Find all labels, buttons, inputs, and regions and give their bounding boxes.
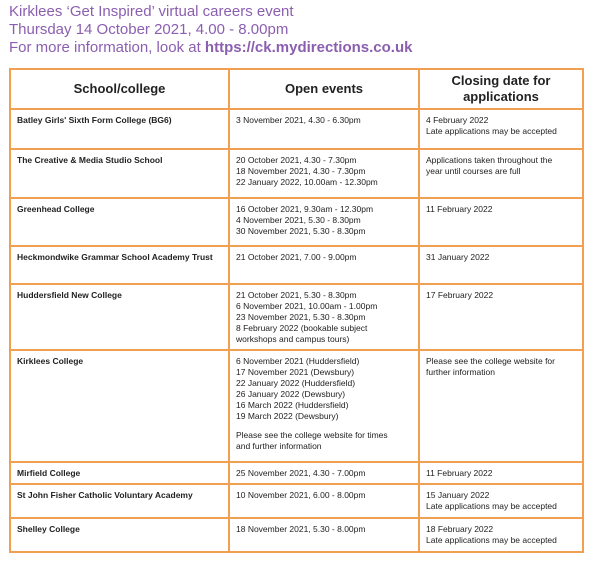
event-line: 6 November 2021, 10.00am - 1.00pm (236, 301, 378, 311)
header-closing-date: Closing date for applications (419, 69, 583, 109)
event-line: 16 March 2022 (Huddersfield) (236, 400, 349, 410)
table-row (10, 462, 583, 484)
event-line: 26 January 2022 (Dewsbury) (236, 389, 346, 399)
event-line: 30 November 2021, 5.30 - 8.30pm (236, 226, 366, 236)
event-line: 19 March 2022 (Dewsbury) (236, 411, 339, 421)
event-note-line: and further information (236, 441, 322, 451)
event-title: Kirklees ‘Get Inspired’ virtual careers event (9, 3, 294, 20)
event-line: 21 October 2021, 7.00 - 9.00pm (236, 252, 357, 262)
event-line: 17 November 2021 (Dewsbury) (236, 367, 355, 377)
table-row (10, 246, 583, 284)
school-name: Kirklees College (10, 350, 229, 462)
table-row (10, 350, 583, 462)
school-name: Mirfield College (10, 462, 229, 484)
more-info-line (9, 38, 412, 57)
closing-line: Please see the college website for (426, 356, 555, 366)
school-name: Huddersfield New College (10, 284, 229, 350)
school-name: St John Fisher Catholic Voluntary Academy (10, 484, 229, 518)
closing-line: Late applications may be accepted (426, 535, 557, 545)
closing-line: 17 February 2022 (426, 290, 494, 300)
closing-date (419, 109, 583, 149)
table-row (10, 518, 583, 552)
event-line: 18 November 2021, 4.30 - 7.30pm (236, 166, 366, 176)
event-line: 21 October 2021, 5.30 - 8.30pm (236, 290, 357, 300)
closing-date (419, 149, 583, 198)
table-row (10, 284, 583, 350)
closing-line: 11 February 2022 (426, 468, 493, 478)
closing-line: 31 January 2022 (426, 252, 490, 262)
more-info-prefix: For more information, look at (9, 39, 205, 56)
school-name: Shelley College (10, 518, 229, 552)
table-row (10, 149, 583, 198)
closing-date (419, 518, 583, 552)
closing-date (419, 484, 583, 518)
event-line: 25 November 2021, 4.30 - 7.00pm (236, 468, 366, 478)
event-line: 3 November 2021, 4.30 - 6.30pm (236, 115, 361, 125)
closing-line: Late applications may be accepted (426, 126, 557, 136)
header-open-events: Open events (229, 69, 419, 109)
event-line: workshops and campus tours) (236, 334, 350, 344)
table-row (10, 109, 583, 149)
open-events (229, 462, 419, 484)
closing-line: 15 January 2022 (426, 490, 490, 500)
closing-line: Late applications may be accepted (426, 501, 557, 511)
school-name: Batley Girls' Sixth Form College (BG6) (10, 109, 229, 149)
closing-line: further information (426, 367, 495, 377)
event-line: 16 October 2021, 9.30am - 12.30pm (236, 204, 374, 214)
event-line: 4 November 2021, 5.30 - 8.30pm (236, 215, 361, 225)
open-events (229, 350, 419, 462)
event-note-line: Please see the college website for times (236, 430, 388, 440)
event-date: Thursday 14 October 2021, 4.00 - 8.00pm (9, 21, 289, 38)
event-line: 20 October 2021, 4.30 - 7.30pm (236, 155, 357, 165)
open-events (229, 246, 419, 284)
event-line: 18 November 2021, 5.30 - 8.00pm (236, 524, 366, 534)
closing-date (419, 462, 583, 484)
open-events (229, 484, 419, 518)
closing-date (419, 198, 583, 246)
open-events (229, 198, 419, 246)
header-school: School/college (10, 69, 229, 109)
event-line: 6 November 2021 (Huddersfield) (236, 356, 360, 366)
event-line: 22 January 2022, 10.00am - 12.30pm (236, 177, 378, 187)
events-table (9, 68, 584, 553)
closing-date (419, 350, 583, 462)
school-name: Greenhead College (10, 198, 229, 246)
event-line: 10 November 2021, 6.00 - 8.00pm (236, 490, 366, 500)
closing-line: 4 February 2022 (426, 115, 489, 125)
open-events (229, 284, 419, 350)
open-events (229, 109, 419, 149)
closing-line: 18 February 2022 (426, 524, 494, 534)
event-line: 22 January 2022 (Huddersfield) (236, 378, 356, 388)
more-info-link[interactable]: https://ck.mydirections.co.uk (204, 39, 413, 56)
event-line: 23 November 2021, 5.30 - 8.30pm (236, 312, 366, 322)
closing-line: year until courses are full (426, 166, 521, 176)
school-name: Heckmondwike Grammar School Academy Trust (10, 246, 229, 284)
table-row (10, 484, 583, 518)
school-name: The Creative & Media Studio School (10, 149, 229, 198)
table-row (10, 198, 583, 246)
open-events (229, 518, 419, 552)
closing-date (419, 246, 583, 284)
closing-date (419, 284, 583, 350)
open-events (229, 149, 419, 198)
event-line: 8 February 2022 (bookable subject (236, 323, 368, 333)
closing-line: Applications taken throughout the (426, 155, 553, 165)
closing-line: 11 February 2022 (426, 204, 493, 214)
table-header-row (10, 69, 583, 109)
